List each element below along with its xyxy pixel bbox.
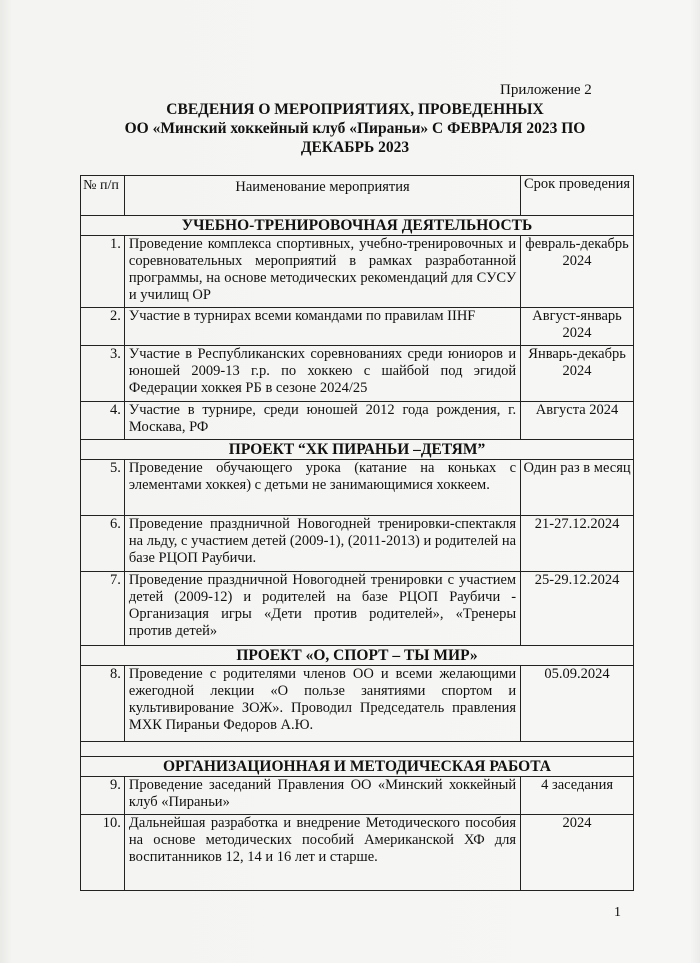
header-name: Наименование мероприятия xyxy=(124,176,520,216)
row-number: 9. xyxy=(81,777,125,815)
section-title: ОРГАНИЗАЦИОННАЯ И МЕТОДИЧЕСКАЯ РАБОТА xyxy=(81,757,634,777)
table-row xyxy=(81,666,634,742)
row-event-name: Проведение с родителями членов ОО и всеми желающими ежегодной лекции «О пользе занятиями спортом и культивирование ЗОЖ». Проводил Председатель правления МХК Пираньи Федоров А.Ю. xyxy=(128,666,517,733)
row-date: Один раз в месяц xyxy=(521,460,634,516)
row-event-name: Участие в Республиканских соревнованиях среди юниоров и юношей 2009-13 г.р. по хоккею с шайбой под эгидой Федерации хоккея РБ в сезоне 2024/25 xyxy=(128,346,517,396)
row-event-name: Дальнейшая разработка и внедрение Методического пособия на основе методических пособий Американской ХФ для воспитанников 12, 14 и 16 лет и старше. xyxy=(128,815,517,865)
table-row xyxy=(81,777,634,815)
section-title: ПРОЕКТ «О, СПОРТ – ТЫ МИР» xyxy=(81,646,634,666)
document-title xyxy=(60,100,650,157)
section-row xyxy=(81,646,634,666)
header-number: № п/п xyxy=(81,176,125,216)
section-row xyxy=(81,216,634,236)
empty-row xyxy=(81,742,634,757)
row-event-name: Проведение заседаний Правления ОО «Минский хоккейный клуб «Пираньи» xyxy=(128,777,517,810)
row-event-name: Проведение праздничной Новогодней тренировки-спектакля на льду, с участием детей (2009-1), (2011-2013) и родителей на базе РЦОП Раубичи. xyxy=(128,516,517,566)
row-event-name: Проведение комплекса спортивных, учебно-тренировочных и соревновательных мероприятий в рамках разработанной программы, на основе методических рекомендаций для СУСУ и училищ ОР xyxy=(128,236,517,303)
title-line-1: СВЕДЕНИЯ О МЕРОПРИЯТИЯХ, ПРОВЕДЕННЫХ xyxy=(166,101,544,118)
row-number: 6. xyxy=(81,516,125,572)
table-row xyxy=(81,815,634,891)
table-row xyxy=(81,402,634,440)
row-event-name: Проведение праздничной Новогодней тренировки с участием детей (2009-12) и родителей на базе РЦОП Раубичи - Организация игры «Дети против родителей», «Тренеры против детей» xyxy=(128,572,517,639)
row-event-name: Проведение обучающего урока (катание на коньках с элементами хоккея) с детьми не занимающимися хоккеем. xyxy=(128,460,517,493)
events-table xyxy=(80,175,634,891)
row-date: 2024 xyxy=(521,815,634,891)
table-row xyxy=(81,236,634,308)
section-row xyxy=(81,440,634,460)
row-date: Август-январь 2024 xyxy=(521,308,634,346)
row-number: 8. xyxy=(81,666,125,742)
row-event-name: Участие в турнирах всеми командами по правилам IIHF xyxy=(128,308,476,324)
row-number: 4. xyxy=(81,402,125,440)
table-row xyxy=(81,346,634,402)
section-title: УЧЕБНО-ТРЕНИРОВОЧНАЯ ДЕЯТЕЛЬНОСТЬ xyxy=(81,216,634,236)
row-date: Январь-декабрь 2024 xyxy=(521,346,634,402)
appendix-label: Приложение 2 xyxy=(500,82,592,98)
page-number: 1 xyxy=(614,905,621,920)
title-line-3: ДЕКАБРЬ 2023 xyxy=(300,139,410,156)
row-number: 7. xyxy=(81,572,125,646)
row-number: 1. xyxy=(81,236,125,308)
row-number: 2. xyxy=(81,308,125,346)
table-row xyxy=(81,516,634,572)
table-row xyxy=(81,572,634,646)
row-number: 10. xyxy=(81,815,125,891)
row-date: Августа 2024 xyxy=(521,402,634,440)
row-date: февраль-декабрь 2024 xyxy=(521,236,634,308)
row-date: 21-27.12.2024 xyxy=(521,516,634,572)
row-number: 3. xyxy=(81,346,125,402)
section-row xyxy=(81,757,634,777)
table-row xyxy=(81,308,634,346)
table-row xyxy=(81,460,634,516)
title-line-2: ОО «Минский хоккейный клуб «Пираньи» С ФЕВРАЛЯ 2023 ПО xyxy=(124,120,586,137)
row-date: 4 заседания xyxy=(521,777,634,815)
header-date: Срок проведения xyxy=(521,176,634,216)
section-title: ПРОЕКТ “ХК ПИРАНЬИ –ДЕТЯМ” xyxy=(81,440,634,460)
row-date: 25-29.12.2024 xyxy=(521,572,634,646)
row-event-name: Участие в турнире, среди юношей 2012 года рождения, г. Москава, РФ xyxy=(128,402,517,435)
row-date: 05.09.2024 xyxy=(521,666,634,742)
row-number: 5. xyxy=(81,460,125,516)
table-header-row xyxy=(81,176,634,216)
